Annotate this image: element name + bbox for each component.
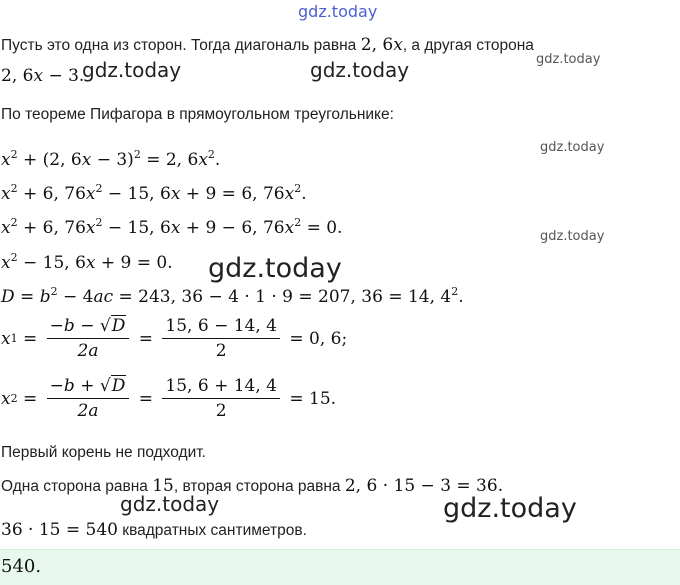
area-line: 36 · 15 = 540 квадратных сантиметров. [1,520,307,540]
root-x1-equation: x 1 = $\frac{-b - √D}{2a}$ = $\frac{15, 6 - 14, 4}{2}$ = 0, 6; [1,316,348,361]
discriminant-equation: $D = b^2 - 4ac = 243$, 36 − 4 · 1 · 9 = 207, 36 = 14, $4^2$. [1,285,464,307]
root-x2-equation: x 2 = $\frac{-b + √D}{2a}$ = $\frac{15, 6 + 14, 4}{2}$ = 15. [1,376,337,421]
equation-1: $x^2 + (2$, 6x − 3)$^2$ = 2, $6x^2$. [1,148,221,170]
diagonal-value: 2, 6x [360,35,403,55]
watermark: gdz.today [82,58,182,82]
intro-text-2: , а другая сторона [402,37,534,54]
sqrt-symbol: √D [99,316,126,336]
watermark: gdz.today [120,492,220,516]
root-formula-fraction: $\frac{-b + √D}{2a}$ [47,376,130,421]
answer-value: 540. [1,556,42,577]
equation-4: $x^2 - 15$, 6x + 9 = 0. [1,251,173,273]
side-expression: 2, 6x − 3. [1,66,85,86]
watermark: gdz.today [208,253,342,284]
first-root-note: Первый корень не подходит. [1,444,206,461]
watermark: gdz.today [540,140,605,155]
watermark: gdz.today [443,493,577,524]
answer-box [0,549,680,585]
watermark: gdz.today [540,229,605,244]
equation-3: $x^2 + 6$, $76x^2 - 15$, 6x + 9 − 6, $76x^2 = 0$. [1,216,343,238]
sqrt-symbol: √D [99,376,126,396]
root-formula-fraction: $\frac{-b - √D}{2a}$ [47,316,130,361]
watermark: gdz.today [310,58,410,82]
intro-line [1,35,534,55]
theorem-text: По теореме Пифагора в прямоугольном треугольнике: [1,106,394,123]
root-value-fraction: $\frac{15, 6 + 14, 4}{2}$ [162,376,280,421]
equation-2: $x^2 + 6$, $76x^2 - 15$, 6x + 9 = 6, $76x^2$. [1,182,307,204]
watermark: gdz.today [536,52,601,67]
sides-line: Одна сторона равна 15, вторая сторона равна 2, 6 · 15 − 3 = 36. [1,476,504,496]
root-value-fraction: $\frac{15, 6 - 14, 4}{2}$ [162,316,280,361]
watermark-top: gdz.today [298,2,378,21]
intro-text: Пусть это одна из сторон. Тогда диагональ равна [1,37,357,54]
